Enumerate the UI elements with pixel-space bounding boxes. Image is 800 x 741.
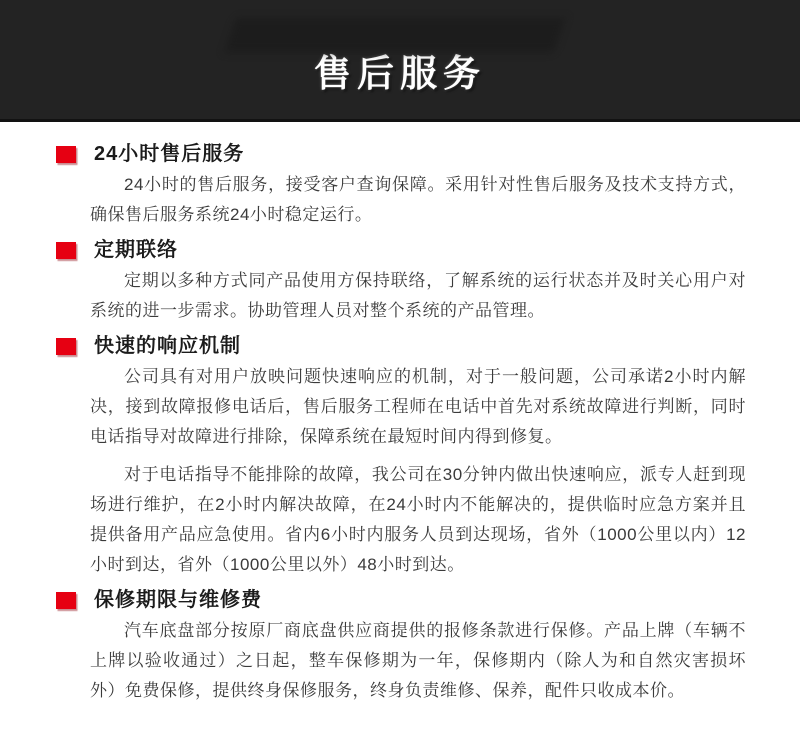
red-square-bullet-icon [56,592,76,609]
red-square-bullet-icon [56,338,76,355]
content-area [0,122,800,706]
section-heading-row [56,334,746,358]
section-paragraph: 汽车底盘部分按原厂商底盘供应商提供的报修条款进行保修。产品上牌（车辆不上牌以验收通过）之日起，整车保修期为一年，保修期内（除人为和自然灾害损坏外）免费保修，提供终身保修服务，终身负责维修、保养，配件只收成本价。 [90,621,746,700]
section-heading-row [56,238,746,262]
section-heading-row [56,142,746,166]
section-heading: 保修期限与维修费 [94,589,262,611]
page-title: 售后服务 [314,53,486,94]
section-warranty-and-fees [56,588,746,706]
section-paragraph: 对于电话指导不能排除的故障，我公司在30分钟内做出快速响应，派专人赶到现场进行维护，在2小时内解决故障，在24小时内不能解决的，提供临时应急方案并且提供备用产品应急使用。省内6小时内服务人员到达现场，省外（1000公里以内）12小时到达，省外（1000公里以外）48小时到达。 [90,465,746,574]
ghost-watermark [224,18,565,52]
section-heading-row [56,588,746,612]
section-paragraph: 公司具有对用户放映问题快速响应的机制，对于一般问题，公司承诺2小时内解决，接到故障报修电话后，售后服务工程师在电话中首先对系统故障进行判断，同时电话指导对故障进行排除，保障系统在最短时间内得到修复。 [90,367,746,446]
section-paragraph: 24小时的售后服务，接受客户查询保障。采用针对性售后服务及技术支持方式，确保售后服务系统24小时稳定运行。 [90,175,746,224]
red-square-bullet-icon [56,146,76,163]
section-24h-service [56,142,746,230]
section-regular-contact [56,238,746,326]
page-banner [0,0,800,122]
red-square-bullet-icon [56,242,76,259]
section-heading: 定期联络 [94,239,178,261]
section-rapid-response [56,334,746,580]
section-heading: 24小时售后服务 [94,143,245,165]
section-heading: 快速的响应机制 [94,335,241,357]
section-paragraph: 定期以多种方式同产品使用方保持联络，了解系统的运行状态并及时关心用户对系统的进一步需求。协助管理人员对整个系统的产品管理。 [90,271,746,320]
